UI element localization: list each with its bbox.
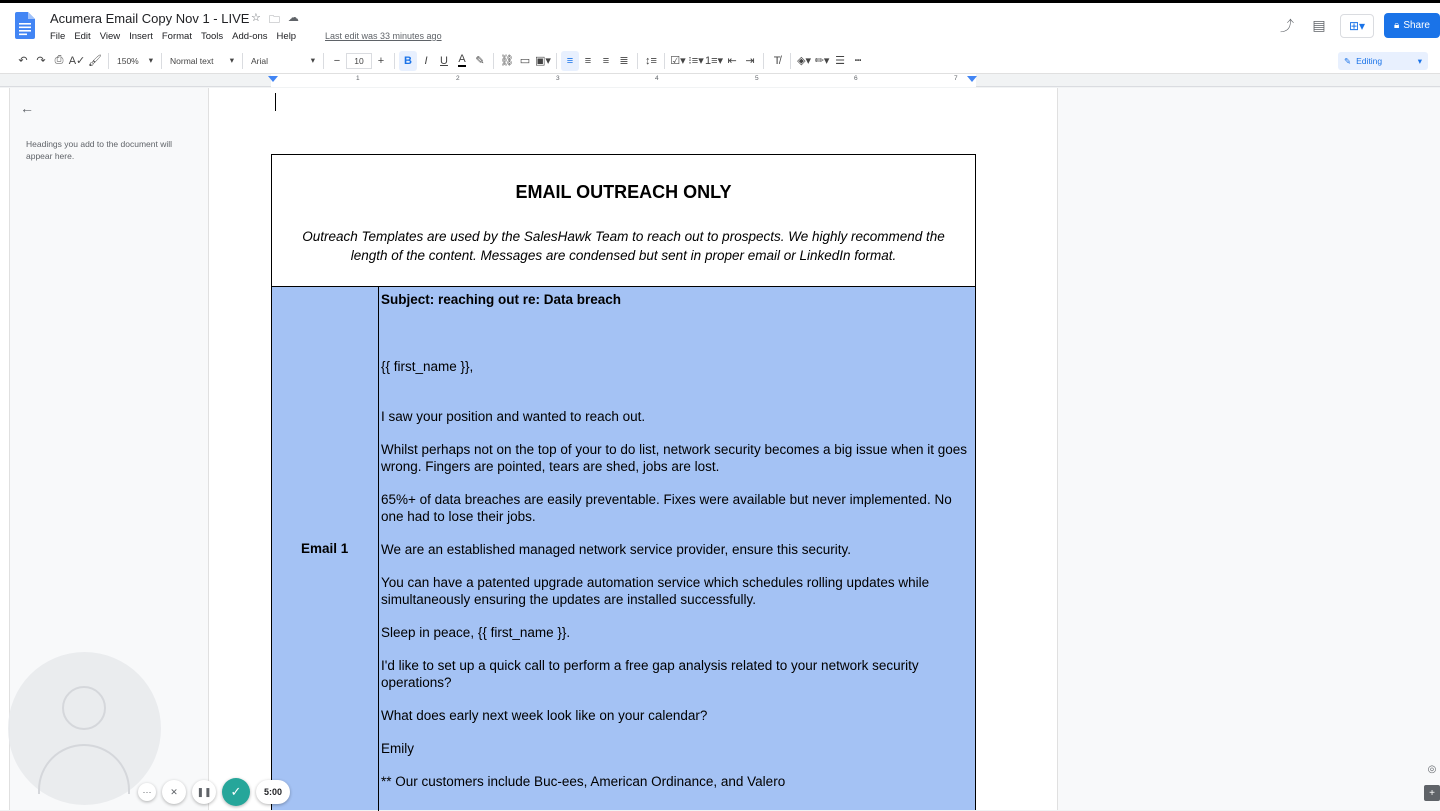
close-recording-icon[interactable]: ✕: [162, 780, 186, 804]
increase-indent-icon[interactable]: ⇥: [745, 55, 755, 67]
editing-mode-label: Editing: [1356, 56, 1383, 66]
divider: [763, 53, 764, 69]
move-folder-icon[interactable]: 🗀: [268, 14, 280, 26]
style-value: Normal text: [170, 55, 214, 66]
email-subject: Subject: reaching out re: Data breach: [381, 292, 622, 307]
text-color-icon[interactable]: A: [458, 53, 466, 65]
document-description: Outreach Templates are used by the SalesHawk Team to reach out to prospects. We highly recommend the length of the content. Messages are condensed but sent in proper email or LinkedIn format.: [302, 229, 945, 263]
email-paragraph: Sleep in peace, {{ first_name }}.: [381, 625, 571, 640]
font-value: Arial: [251, 55, 269, 66]
line-spacing-icon[interactable]: ↕≡: [645, 54, 657, 67]
email-signature: Emily: [381, 741, 414, 756]
divider: [664, 53, 665, 69]
ruler-number: 6: [854, 75, 858, 82]
chevron-down-icon: ▾: [148, 55, 153, 65]
divider: [394, 53, 395, 69]
more-options-icon[interactable]: ···: [138, 783, 156, 801]
share-button[interactable]: [1384, 13, 1440, 38]
bold-icon[interactable]: B: [399, 51, 417, 71]
spellcheck-icon[interactable]: A✓: [68, 55, 86, 67]
google-docs-icon[interactable]: [15, 12, 35, 39]
font-select[interactable]: [247, 51, 319, 71]
divider: [242, 53, 243, 69]
right-canvas: [1058, 88, 1440, 810]
email-table[interactable]: [271, 286, 976, 810]
decrease-font-size-icon[interactable]: −: [333, 54, 341, 67]
menu-insert[interactable]: Insert: [129, 31, 153, 42]
email-paragraph: What does early next week look like on your calendar?: [381, 708, 708, 723]
docs-header: [0, 3, 1440, 48]
title-actions: [251, 11, 299, 30]
divider: [323, 53, 324, 69]
comments-icon[interactable]: ▤: [1312, 17, 1326, 33]
recording-controls: [138, 778, 290, 806]
email-greeting: {{ first_name }},: [381, 359, 474, 374]
link-icon[interactable]: ⛓: [500, 55, 514, 67]
email-label-cell[interactable]: [272, 287, 379, 811]
star-icon[interactable]: ☆: [251, 12, 261, 24]
ruler-page-area: [271, 74, 976, 87]
recording-timer: 5:00: [256, 780, 290, 804]
chevron-down-icon: ▾: [310, 55, 315, 65]
avatar-head-icon: [62, 686, 106, 730]
divider: [790, 53, 791, 69]
menu-file[interactable]: File: [50, 31, 66, 42]
add-comment-icon[interactable]: +: [1424, 785, 1440, 801]
lock-icon: 🔒︎: [1393, 20, 1400, 31]
align-center-icon[interactable]: ≡: [584, 54, 592, 67]
present-icon: ⊞▾: [1348, 18, 1366, 33]
menu-format[interactable]: Format: [161, 31, 192, 42]
divider: [161, 53, 162, 69]
italic-icon[interactable]: I: [424, 54, 428, 67]
explore-icon[interactable]: ◎: [1427, 763, 1437, 775]
pause-icon[interactable]: ❚❚: [192, 780, 216, 804]
border-color-icon[interactable]: ✏▾: [814, 55, 830, 67]
ruler-number: 3: [556, 75, 560, 82]
menu-help[interactable]: Help: [276, 31, 297, 42]
ruler-number: 4: [655, 75, 659, 82]
email-paragraph: I'd like to set up a quick call to perform a free gap analysis related to your network security operations?: [381, 658, 919, 690]
numbered-list-icon[interactable]: 1≡▾: [705, 55, 724, 67]
divider: [108, 53, 109, 69]
divider: [637, 53, 638, 69]
back-arrow-icon[interactable]: ←: [20, 100, 34, 116]
border-dash-icon[interactable]: ┅: [854, 55, 862, 67]
activity-trend-icon[interactable]: ⤴: [1280, 17, 1294, 34]
undo-icon[interactable]: ↶: [18, 55, 28, 67]
decrease-indent-icon[interactable]: ⇤: [727, 55, 737, 67]
ruler-number: 1: [356, 75, 360, 82]
email-paragraph: Whilst perhaps not on the top of your to do list, network security becomes a big issue when it goes wrong. Fingers are pointed, tears are shed, jobs are lost.: [381, 442, 968, 474]
menu-view[interactable]: View: [99, 31, 121, 42]
ruler-number: 5: [755, 75, 759, 82]
align-left-icon[interactable]: ≡: [561, 51, 579, 71]
increase-font-size-icon[interactable]: +: [377, 54, 385, 67]
editing-mode-button[interactable]: [1338, 52, 1428, 70]
menu-tools[interactable]: Tools: [200, 31, 224, 42]
comment-add-icon[interactable]: ▭: [519, 55, 531, 67]
avatar-body-icon: [38, 744, 130, 794]
menu-bar: [50, 31, 305, 42]
fill-color-icon[interactable]: ◈▾: [797, 55, 812, 67]
zoom-value: 150%: [117, 55, 139, 66]
underline-icon[interactable]: U: [440, 54, 448, 67]
formatting-toolbar: [0, 48, 1440, 74]
chevron-down-icon: ▾: [1417, 55, 1422, 66]
header-actions: [1276, 13, 1440, 38]
document-heading: EMAIL OUTREACH ONLY: [515, 182, 732, 202]
finish-recording-icon[interactable]: ✓: [222, 778, 250, 806]
present-button[interactable]: [1340, 14, 1374, 38]
font-size-input[interactable]: 10: [346, 53, 372, 69]
divider: [556, 53, 557, 69]
right-indent-marker-icon[interactable]: [967, 76, 977, 84]
ruler-number: 2: [456, 75, 460, 82]
document-title[interactable]: Acumera Email Copy Nov 1 - LIVE: [50, 11, 250, 26]
last-edit-link[interactable]: Last edit was 33 minutes ago: [325, 31, 442, 41]
justify-icon[interactable]: ≣: [619, 55, 629, 67]
paint-format-icon[interactable]: 🖌︎: [88, 55, 102, 67]
menu-addons[interactable]: Add-ons: [232, 31, 268, 42]
text-cursor: [275, 93, 276, 111]
print-icon[interactable]: ⎙: [54, 54, 64, 66]
email-paragraph: You can have a patented upgrade automation service which schedules rolling updates while simultaneously ensuring the updates are installed successfully.: [381, 575, 930, 607]
email-label: Email 1: [301, 541, 349, 556]
style-select[interactable]: [166, 51, 238, 71]
redo-icon[interactable]: ↷: [36, 55, 46, 67]
email-postscript: ** Our customers include Buc-ees, American Ordinance, and Valero: [381, 774, 786, 789]
share-label: Share: [1403, 20, 1430, 31]
highlight-icon[interactable]: ✎: [475, 55, 485, 67]
chevron-down-icon: ▾: [229, 55, 234, 65]
intro-table[interactable]: [271, 154, 976, 287]
border-width-icon[interactable]: ☰: [835, 55, 845, 67]
align-right-icon[interactable]: ≡: [602, 54, 610, 67]
zoom-select[interactable]: [113, 51, 157, 71]
email-paragraph: I saw your position and wanted to reach out.: [381, 409, 646, 424]
left-indent-marker-icon[interactable]: [268, 76, 278, 84]
cloud-saved-icon[interactable]: ☁: [287, 12, 299, 24]
image-icon[interactable]: ▣▾: [535, 55, 551, 67]
menu-edit[interactable]: Edit: [74, 31, 91, 42]
clear-formatting-icon[interactable]: T̸: [773, 54, 781, 67]
divider: [493, 53, 494, 69]
outline-hint: Headings you add to the document will appear here.: [26, 139, 173, 161]
email-paragraph: We are an established managed network service provider, ensure this security.: [381, 542, 851, 557]
bulleted-list-icon[interactable]: ⁝≡▾: [688, 55, 704, 67]
pencil-icon: ✎: [1344, 55, 1352, 66]
ruler-number: 7: [954, 75, 958, 82]
checklist-icon[interactable]: ☑▾: [670, 55, 686, 67]
email-paragraph: 65%+ of data breaches are easily preventable. Fixes were available but never implemented. No one had to lose their jobs.: [381, 492, 952, 524]
vertical-ruler[interactable]: [0, 88, 10, 810]
